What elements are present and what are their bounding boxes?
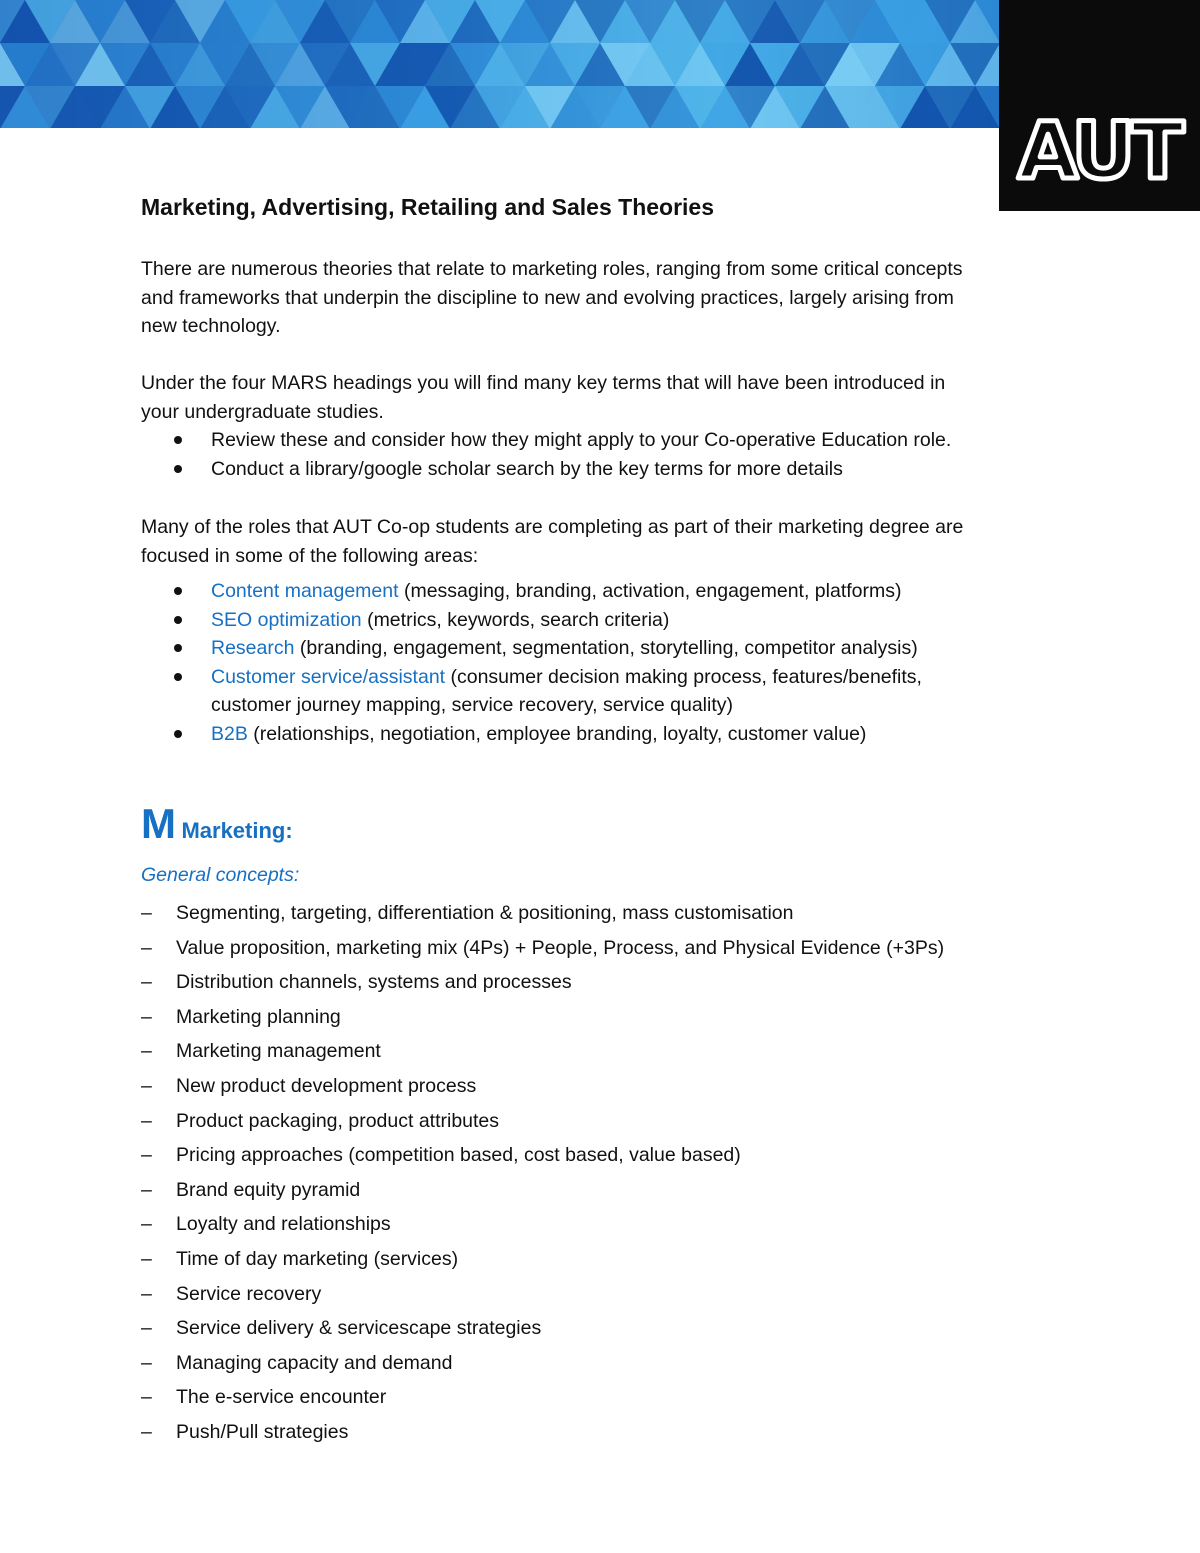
mars-line: Under the four MARS headings you will find many key terms that will have been introduced in — [141, 372, 946, 394]
area-detail: (relationships, negotiation, employee branding, loyalty, customer value) — [247, 722, 867, 745]
list-item — [141, 1311, 944, 1346]
list-item — [141, 1104, 944, 1139]
list-item — [141, 1138, 944, 1173]
section-letter: M — [141, 800, 175, 847]
concept-text: Service recovery — [176, 1282, 322, 1305]
dash-bullet: – — [141, 1144, 152, 1167]
list-item — [141, 1034, 944, 1069]
intro-line: new technology. — [141, 315, 281, 338]
concept-text: Loyalty and relationships — [176, 1213, 391, 1236]
dash-bullet: – — [141, 1040, 152, 1063]
concept-text: Time of day marketing (services) — [176, 1247, 459, 1270]
concept-text: Product packaging, product attributes — [176, 1109, 500, 1132]
area-keyword: B2B — [211, 722, 248, 745]
list-item — [141, 1415, 944, 1450]
list-item — [141, 965, 944, 1000]
area-keyword: Research — [211, 637, 295, 660]
dash-bullet: – — [141, 1178, 152, 1201]
area-keyword: SEO optimization — [211, 608, 362, 631]
concept-text: Push/Pull strategies — [176, 1420, 349, 1443]
area-keyword: Customer service/assistant — [211, 665, 446, 688]
list-item — [141, 1277, 944, 1312]
area-detail: (messaging, branding, activation, engagement, platforms) — [398, 580, 902, 602]
concept-text: Segmenting, targeting, differentiation & positioning, mass customisation — [176, 902, 794, 924]
mars-paragraph — [141, 369, 945, 426]
dash-bullet: – — [141, 971, 152, 994]
area-detail: (metrics, keywords, search criteria) — [361, 608, 670, 631]
marketing-section-heading — [141, 800, 293, 848]
area-item — [141, 606, 922, 635]
dash-bullet: – — [141, 1109, 152, 1132]
concept-text: Service delivery & servicescape strategies — [176, 1317, 542, 1340]
dash-bullet: – — [141, 1247, 152, 1270]
area-item — [141, 577, 922, 606]
dash-bullet: – — [141, 902, 152, 924]
roles-paragraph — [141, 513, 963, 570]
list-item — [141, 1000, 944, 1035]
concept-text: Brand equity pyramid — [176, 1178, 361, 1201]
area-keyword: Content management — [211, 580, 399, 602]
list-item — [141, 1346, 944, 1381]
area-detail: (consumer decision making process, features/benefits, — [445, 665, 922, 688]
roles-line: Many of the roles that AUT Co-op students are completing as part of their marketing degree are — [141, 516, 964, 538]
list-item — [141, 1242, 944, 1277]
dash-bullet: – — [141, 1005, 152, 1028]
concept-text: Pricing approaches (competition based, cost based, value based) — [176, 1144, 741, 1167]
list-item — [141, 1069, 944, 1104]
area-item — [141, 663, 922, 720]
list-item — [141, 1173, 944, 1208]
document-title: Marketing, Advertising, Retailing and Sales Theories — [141, 194, 715, 220]
intro-line: There are numerous theories that relate to marketing roles, ranging from some critical concepts — [141, 258, 963, 280]
list-item — [141, 1380, 944, 1415]
dash-bullet: – — [141, 1351, 152, 1374]
concept-text: New product development process — [176, 1074, 477, 1097]
logo-text: AUT — [1017, 107, 1181, 197]
concept-text: Distribution channels, systems and processes — [176, 971, 572, 994]
list-item: Conduct a library/google scholar search by the key terms for more details — [141, 455, 951, 484]
intro-paragraph — [141, 255, 963, 341]
concept-text: The e-service encounter — [176, 1386, 387, 1409]
mars-bullet-list — [141, 426, 951, 483]
dash-bullet: – — [141, 1282, 152, 1305]
list-item: Review these and consider how they might apply to your Co-operative Education role. — [141, 426, 951, 455]
concept-text: Marketing management — [176, 1040, 381, 1063]
dash-bullet: – — [141, 1420, 152, 1443]
intro-line: and frameworks that underpin the discipline to new and evolving practices, largely arising from — [141, 286, 954, 309]
mars-line: your undergraduate studies. — [141, 400, 384, 423]
list-item — [141, 896, 944, 931]
aut-logo — [999, 0, 1200, 211]
concept-text: Managing capacity and demand — [176, 1351, 453, 1374]
section-heading: Marketing: — [181, 818, 293, 843]
dash-bullet: – — [141, 1213, 152, 1236]
area-detail: (branding, engagement, segmentation, storytelling, competitor analysis) — [294, 637, 918, 660]
area-detail-continued: customer journey mapping, service recovery, service quality) — [211, 694, 734, 717]
dash-bullet: – — [141, 1074, 152, 1097]
general-concepts-list — [141, 896, 944, 1450]
dash-bullet: – — [141, 1386, 152, 1409]
dash-bullet: – — [141, 1317, 152, 1340]
area-item — [141, 634, 922, 663]
list-item — [141, 1207, 944, 1242]
areas-list — [141, 577, 922, 749]
concept-text: Value proposition, marketing mix (4Ps) + People, Process, and Physical Evidence (+3Ps) — [176, 936, 945, 959]
concept-text: Marketing planning — [176, 1005, 341, 1028]
general-concepts-subheading: General concepts: — [141, 864, 300, 886]
list-item — [141, 931, 944, 966]
roles-line: focused in some of the following areas: — [141, 544, 479, 567]
dash-bullet: – — [141, 936, 152, 959]
area-item — [141, 720, 922, 749]
